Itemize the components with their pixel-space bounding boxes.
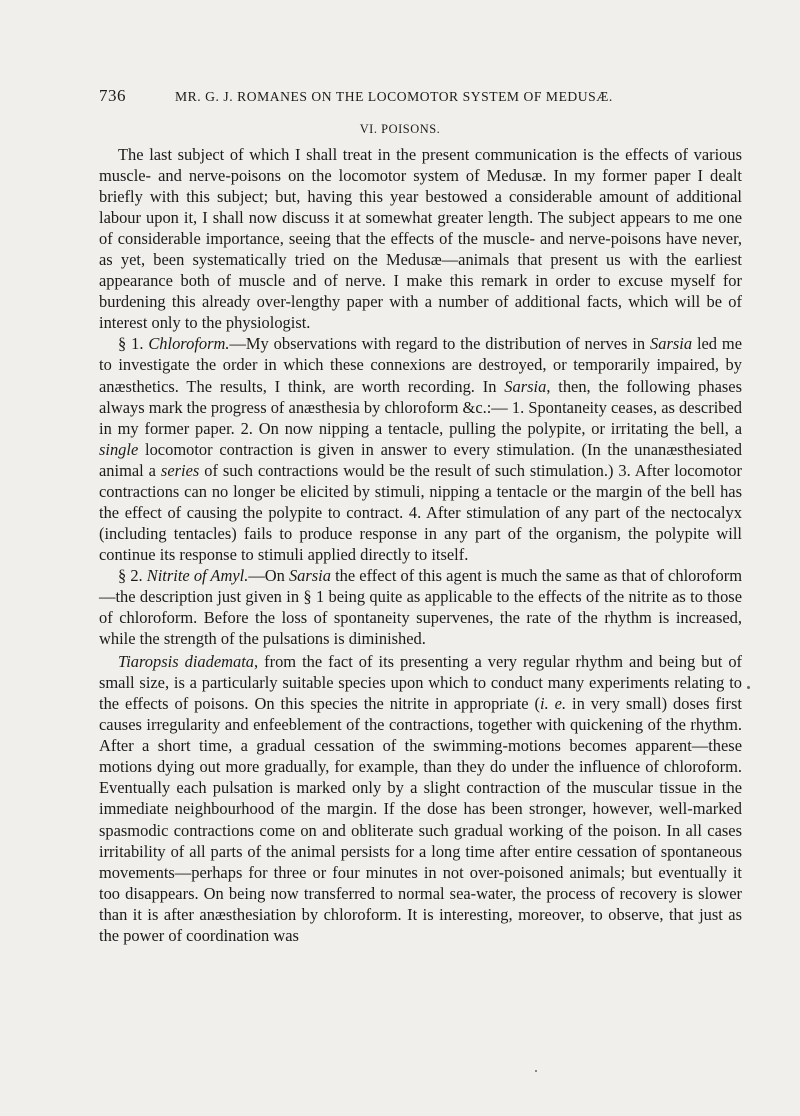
species-name: Tiaropsis diademata [118,652,255,672]
paragraph-introduction: The last subject of which I shall treat in the present communication is the effects of various muscle- and nerve-poisons on the locomotor system of Medusæ. In my former paper I dealt briefly with this subject; but, having this year bestowed a considerable amount of additional labour upon it, I shall now discuss it at somewhat greater length. The subject appears to me one of considerable importance, seeing that the effects of the muscle- and nerve-poisons have never, as yet, been systematically tried on the Medusæ—animals that present us with the earliest appearance both of muscle and of nerve. I make this remark in order to excuse myself for burdening this already over-lengthy paper with a number of additional facts, which will be of interest only to the physiologist. [99,145,742,333]
paragraph-text: locomotor contraction is given in answer to every stimulation. (In the unanæsthesiated animal a [99,439,742,480]
emphasis: series [160,460,200,480]
subsection-term: Chloroform. [148,334,230,354]
genus-name: Sarsia [650,334,693,354]
emphasis: single [99,439,139,459]
running-head: MR. G. J. ROMANES ON THE LOCOMOTOR SYSTEM OF MEDUSÆ. [175,89,613,104]
paragraph-nitrite-of-amyl [99,565,742,649]
subsection-term: Nitrite of Amyl. [146,565,249,585]
paragraph-text: —My observations with regard to the distribution of nerves in [229,334,651,354]
paragraph-text: of such contractions would be the result of such stimulation.) 3. After locomotor contractions can no longer be elicited by stimuli, nipping a tentacle or the margin of the bell has the effect of causing the polypite to contract. 4. After stimulation of any part of the nectocalyx (including tentacles) fails to produce response in any part of the organism, the polypite will continue its response to stimuli applied directly to itself. [99,460,742,564]
section-mark: § 1. [118,334,149,354]
paragraph-text: , then, the following phases always mark the progress of anæsthesia by chloroform &c.:— 1. Spontaneity ceases, as described in my former paper. 2. On now nipping a tentacle, pulling the polypite, or irritating the bell, a [99,376,743,438]
article-body [99,144,742,946]
section-heading: VI. POISONS. [359,122,441,136]
print-speck [747,686,750,689]
paragraph-chloroform [99,333,742,565]
paragraph-text: in very small) doses first causes irregularity and enfeeblement of the contractions, together with quickening of the rhythm. After a short time, a gradual cessation of the swimming-motions becomes apparent—these motions dying out more gradually, for example, than they do under the influence of chloroform. Eventually each pulsation is marked only by a slight contraction of the muscular tissue in the immediate neighbourhood of the margin. If the dose has been stronger, however, well-marked spasmodic contractions come on and obliterate such gradual working of the poison. In all cases irritability of all parts of the animal persists for a long time after entire cessation of spontaneous movements—perhaps for three or four minutes in not over-poisoned animals; but eventually it too disappears. On being now transferred to normal sea-water, the process of recovery is slower than it is after anæsthesiation by chloroform. It is interesting, moreover, to observe, that just as the power of coordination was [99,694,742,945]
section-mark: § 2. [118,565,147,585]
genus-name: Sarsia [288,565,331,585]
abbreviation: i. e. [540,694,567,714]
paragraph-text: the effect of this agent is much the same as that of chloroform—the description just given in § 1 being quite as applicable to the effects of the nitrite as to those of chloroform. Before the loss of spontaneity supervenes, the rate of the rhythm is increased, while the strength of the pulsations is diminished. [99,565,743,649]
page-number: 736 [99,86,126,105]
paragraph-text: —On [248,565,289,585]
paragraph-text: led me to investigate the order in which these connexions are destroyed, or temporarily impaired, by anæsthetics. The results, I think, are worth recording. In [99,334,742,396]
genus-name: Sarsia [504,376,547,396]
page-header [99,86,691,108]
paragraph-text: , from the fact of its presenting a very regular rhythm and being but of small size, is a particularly suitable species upon which to conduct many experiments relating to the effects of poisons. On this species the nitrite in appropriate ( [99,652,743,714]
print-speck [535,1070,537,1072]
paragraph-tiaropsis [99,651,742,946]
